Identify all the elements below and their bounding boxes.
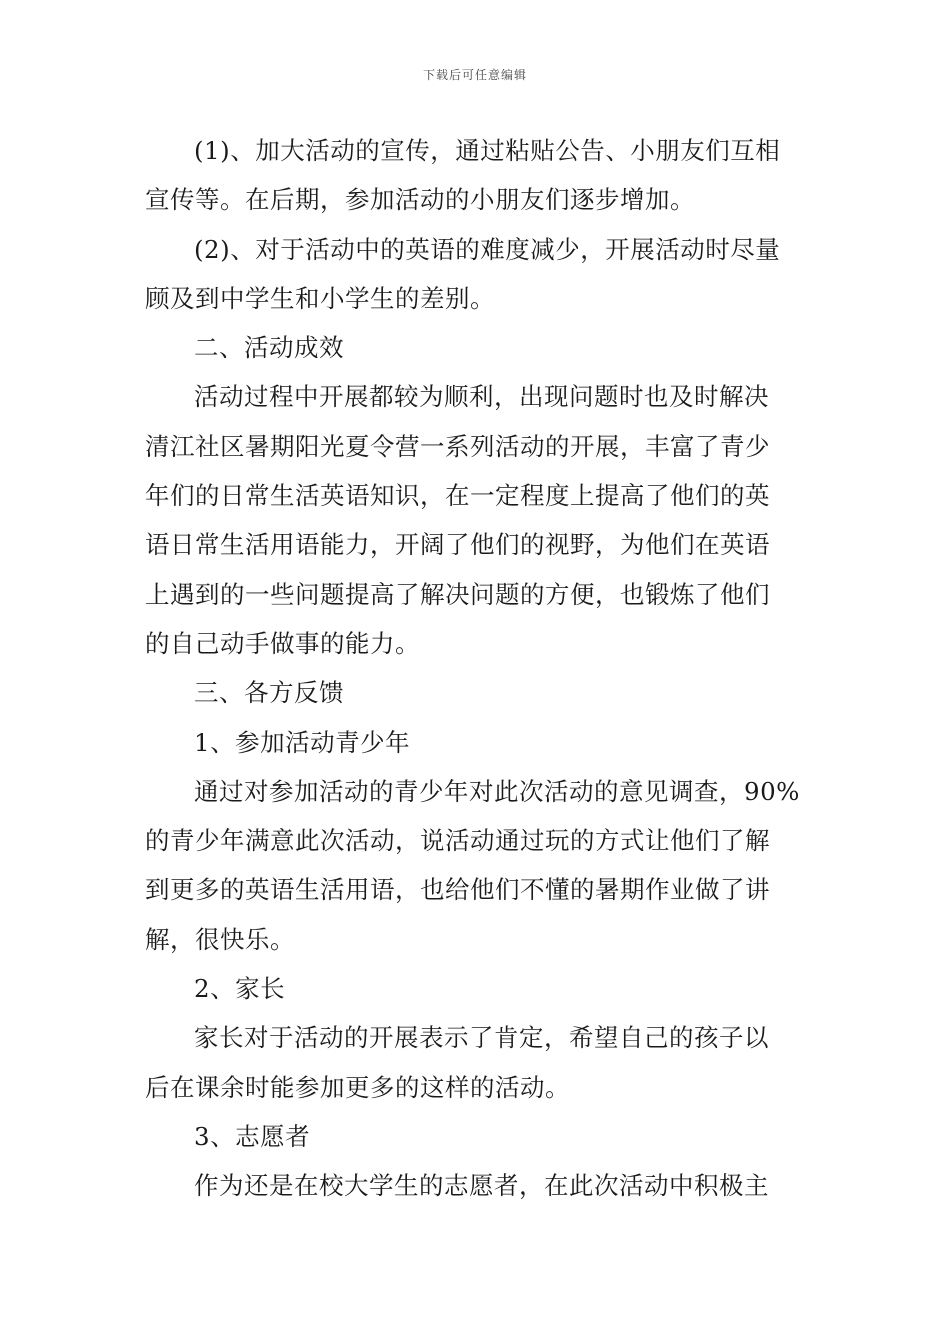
paragraph-2	[145, 225, 807, 324]
text-line: 三、各方反馈	[194, 678, 344, 708]
text-line: 的青少年满意此次活动，说活动通过玩的方式让他们了解	[145, 826, 770, 856]
text-line: 活动过程中开展都较为顺利，出现问题时也及时解决	[194, 382, 769, 412]
text-line: 顾及到中学生和小学生的差别。	[145, 283, 495, 313]
text-line: 后在课余时能参加更多的这样的活动。	[145, 1072, 570, 1102]
paragraph-volunteers	[145, 1161, 807, 1210]
text-line: 作为还是在校大学生的志愿者，在此次活动中积极主	[194, 1171, 769, 1201]
subheading-youth	[145, 718, 807, 767]
text-line: 语日常生活用语能力，开阔了他们的视野，为他们在英语	[145, 530, 770, 560]
text-line: (1)、加大活动的宣传，通过粘贴公告、小朋友们互相	[194, 136, 781, 165]
text-line: 二、活动成效	[194, 333, 344, 363]
text-line: 清江社区暑期阳光夏令营一系列活动的开展，丰富了青少	[145, 431, 770, 461]
text-line: 上遇到的一些问题提高了解决问题的方便，也锻炼了他们	[145, 579, 770, 609]
subheading-volunteers	[145, 1112, 807, 1161]
text-line: 解，很快乐。	[145, 924, 295, 954]
paragraph-parents	[145, 1013, 807, 1112]
page-header: 下载后可任意编辑	[422, 68, 527, 82]
paragraph-1	[145, 126, 807, 225]
document-body	[145, 126, 807, 1211]
text-line: 年们的日常生活英语知识，在一定程度上提高了他们的英	[145, 481, 770, 511]
paragraph-youth	[145, 767, 807, 964]
text-line: 通过对参加活动的青少年对此次活动的意见调查，90%	[194, 776, 800, 806]
paragraph-results	[145, 372, 807, 668]
text-line: 到更多的英语生活用语，也给他们不懂的暑期作业做了讲	[145, 875, 770, 905]
text-line: 的自己动手做事的能力。	[145, 628, 420, 658]
text-line: 1、参加活动青少年	[194, 727, 411, 757]
text-line: 家长对于活动的开展表示了肯定，希望自己的孩子以	[194, 1023, 769, 1053]
text-line: 2、家长	[194, 974, 286, 1004]
section-heading-3	[145, 668, 807, 717]
section-heading-2	[145, 323, 807, 372]
subheading-parents	[145, 964, 807, 1013]
text-line: 宣传等。在后期，参加活动的小朋友们逐步增加。	[145, 185, 695, 215]
text-line: 3、志愿者	[194, 1121, 311, 1151]
text-line: (2)、对于活动中的英语的难度减少，开展活动时尽量	[194, 234, 781, 264]
